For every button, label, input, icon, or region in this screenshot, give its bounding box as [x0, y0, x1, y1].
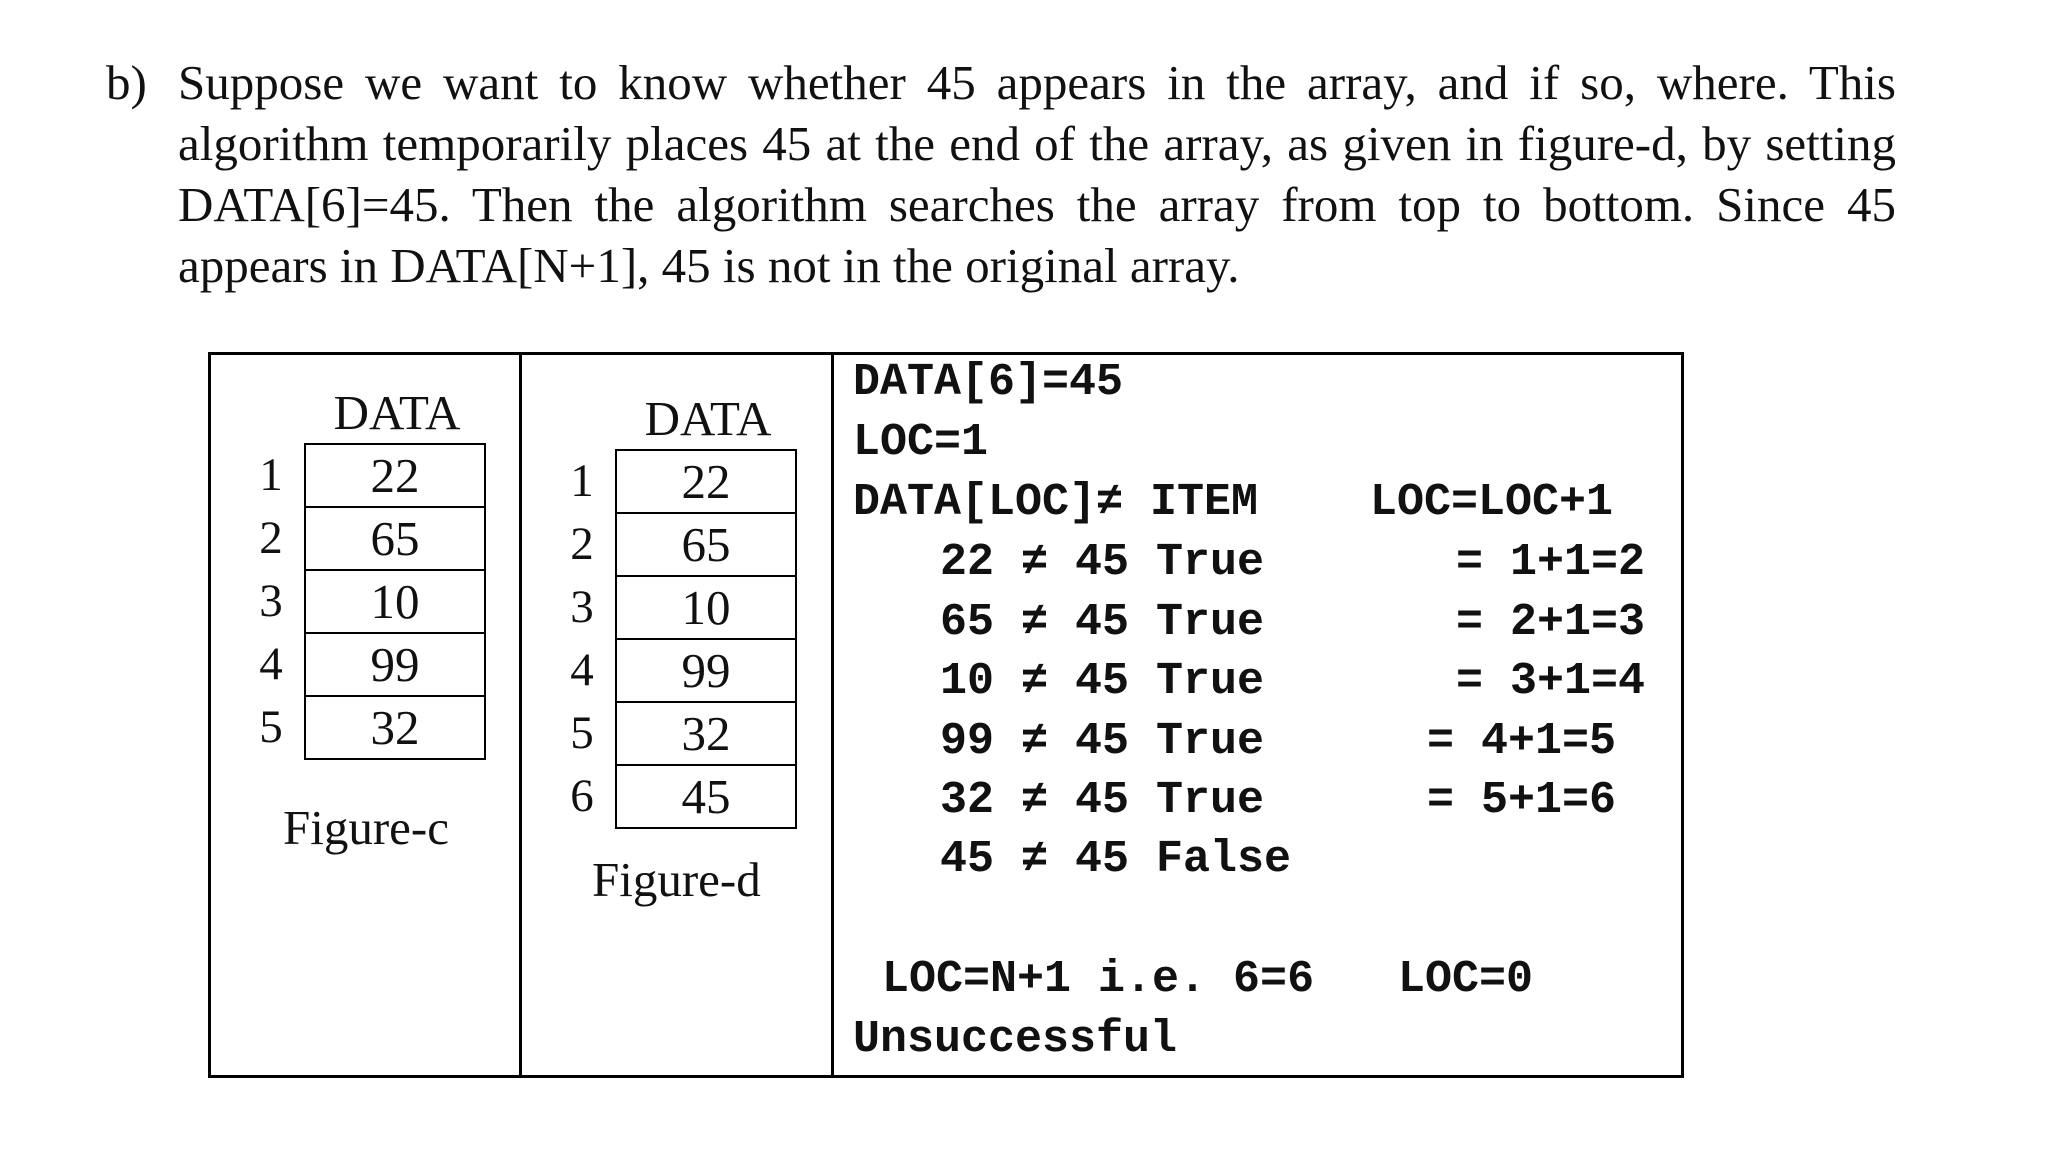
array-cell: 99	[617, 640, 795, 703]
index-label: 4	[259, 638, 283, 690]
trace-condition: 45 ≠ 45 False	[940, 834, 1292, 885]
array-cell: 45	[617, 766, 795, 829]
index-label: 3	[570, 581, 594, 633]
array-cell: 22	[617, 451, 795, 514]
index-label: 1	[570, 455, 594, 507]
trace-condition-header: DATA[LOC]≠ ITEM	[853, 477, 1259, 528]
index-label: 2	[570, 518, 594, 570]
index-label: 6	[570, 770, 594, 822]
trace-condition: 10 ≠ 45 True	[940, 656, 1265, 707]
trace-condition: 99 ≠ 45 True	[940, 716, 1265, 767]
index-label: 1	[259, 449, 283, 501]
trace-result-line: LOC=N+1 i.e. 6=6	[882, 954, 1315, 1005]
index-label: 5	[570, 707, 594, 759]
figure-c-caption: Figure-c	[283, 800, 449, 855]
figure-d-array	[615, 449, 797, 829]
trace-result-loc: LOC=0	[1398, 954, 1534, 1005]
trace-condition: 32 ≠ 45 True	[940, 775, 1265, 826]
figure-d-caption: Figure-d	[592, 852, 761, 907]
array-cell: 10	[617, 577, 795, 640]
trace-line-loc-init: LOC=1	[853, 417, 989, 468]
array-cell: 65	[617, 514, 795, 577]
trace-condition: 65 ≠ 45 True	[940, 597, 1265, 648]
index-label: 2	[259, 512, 283, 564]
figure-c-array	[304, 443, 486, 760]
problem-paragraph	[106, 52, 1896, 296]
trace-update: = 2+1=3	[1456, 597, 1646, 648]
trace-condition: 22 ≠ 45 True	[940, 537, 1265, 588]
array-cell: 32	[617, 703, 795, 766]
part-label: b)	[106, 55, 147, 110]
trace-update: = 5+1=6	[1427, 775, 1617, 826]
column-divider	[519, 352, 522, 1078]
figure-c-header: DATA	[333, 385, 461, 440]
array-cell: 99	[306, 634, 484, 697]
trace-update: = 4+1=5	[1427, 716, 1617, 767]
index-label: 4	[570, 644, 594, 696]
array-cell: 22	[306, 445, 484, 508]
array-cell: 32	[306, 697, 484, 760]
index-label: 5	[259, 701, 283, 753]
trace-update: = 1+1=2	[1456, 537, 1646, 588]
problem-text: Suppose we want to know whether 45 appears in the array, and if so, where. This algorithm temporarily places 45 at the end of the array, as given in figure-d, by setting DATA[6]=45. Then the algorithm searches the array from top to bottom. Since 45 appears in DATA[N+1], 45 is not in the original array.	[178, 55, 1896, 293]
index-label: 3	[259, 575, 283, 627]
column-divider	[831, 352, 834, 1078]
array-cell: 10	[306, 571, 484, 634]
array-cell: 65	[306, 508, 484, 571]
trace-line-data6: DATA[6]=45	[853, 357, 1124, 408]
figure-d-header: DATA	[644, 391, 772, 446]
trace-status: Unsuccessful	[853, 1014, 1178, 1065]
trace-update-header: LOC=LOC+1	[1370, 477, 1614, 528]
trace-update: = 3+1=4	[1456, 656, 1646, 707]
